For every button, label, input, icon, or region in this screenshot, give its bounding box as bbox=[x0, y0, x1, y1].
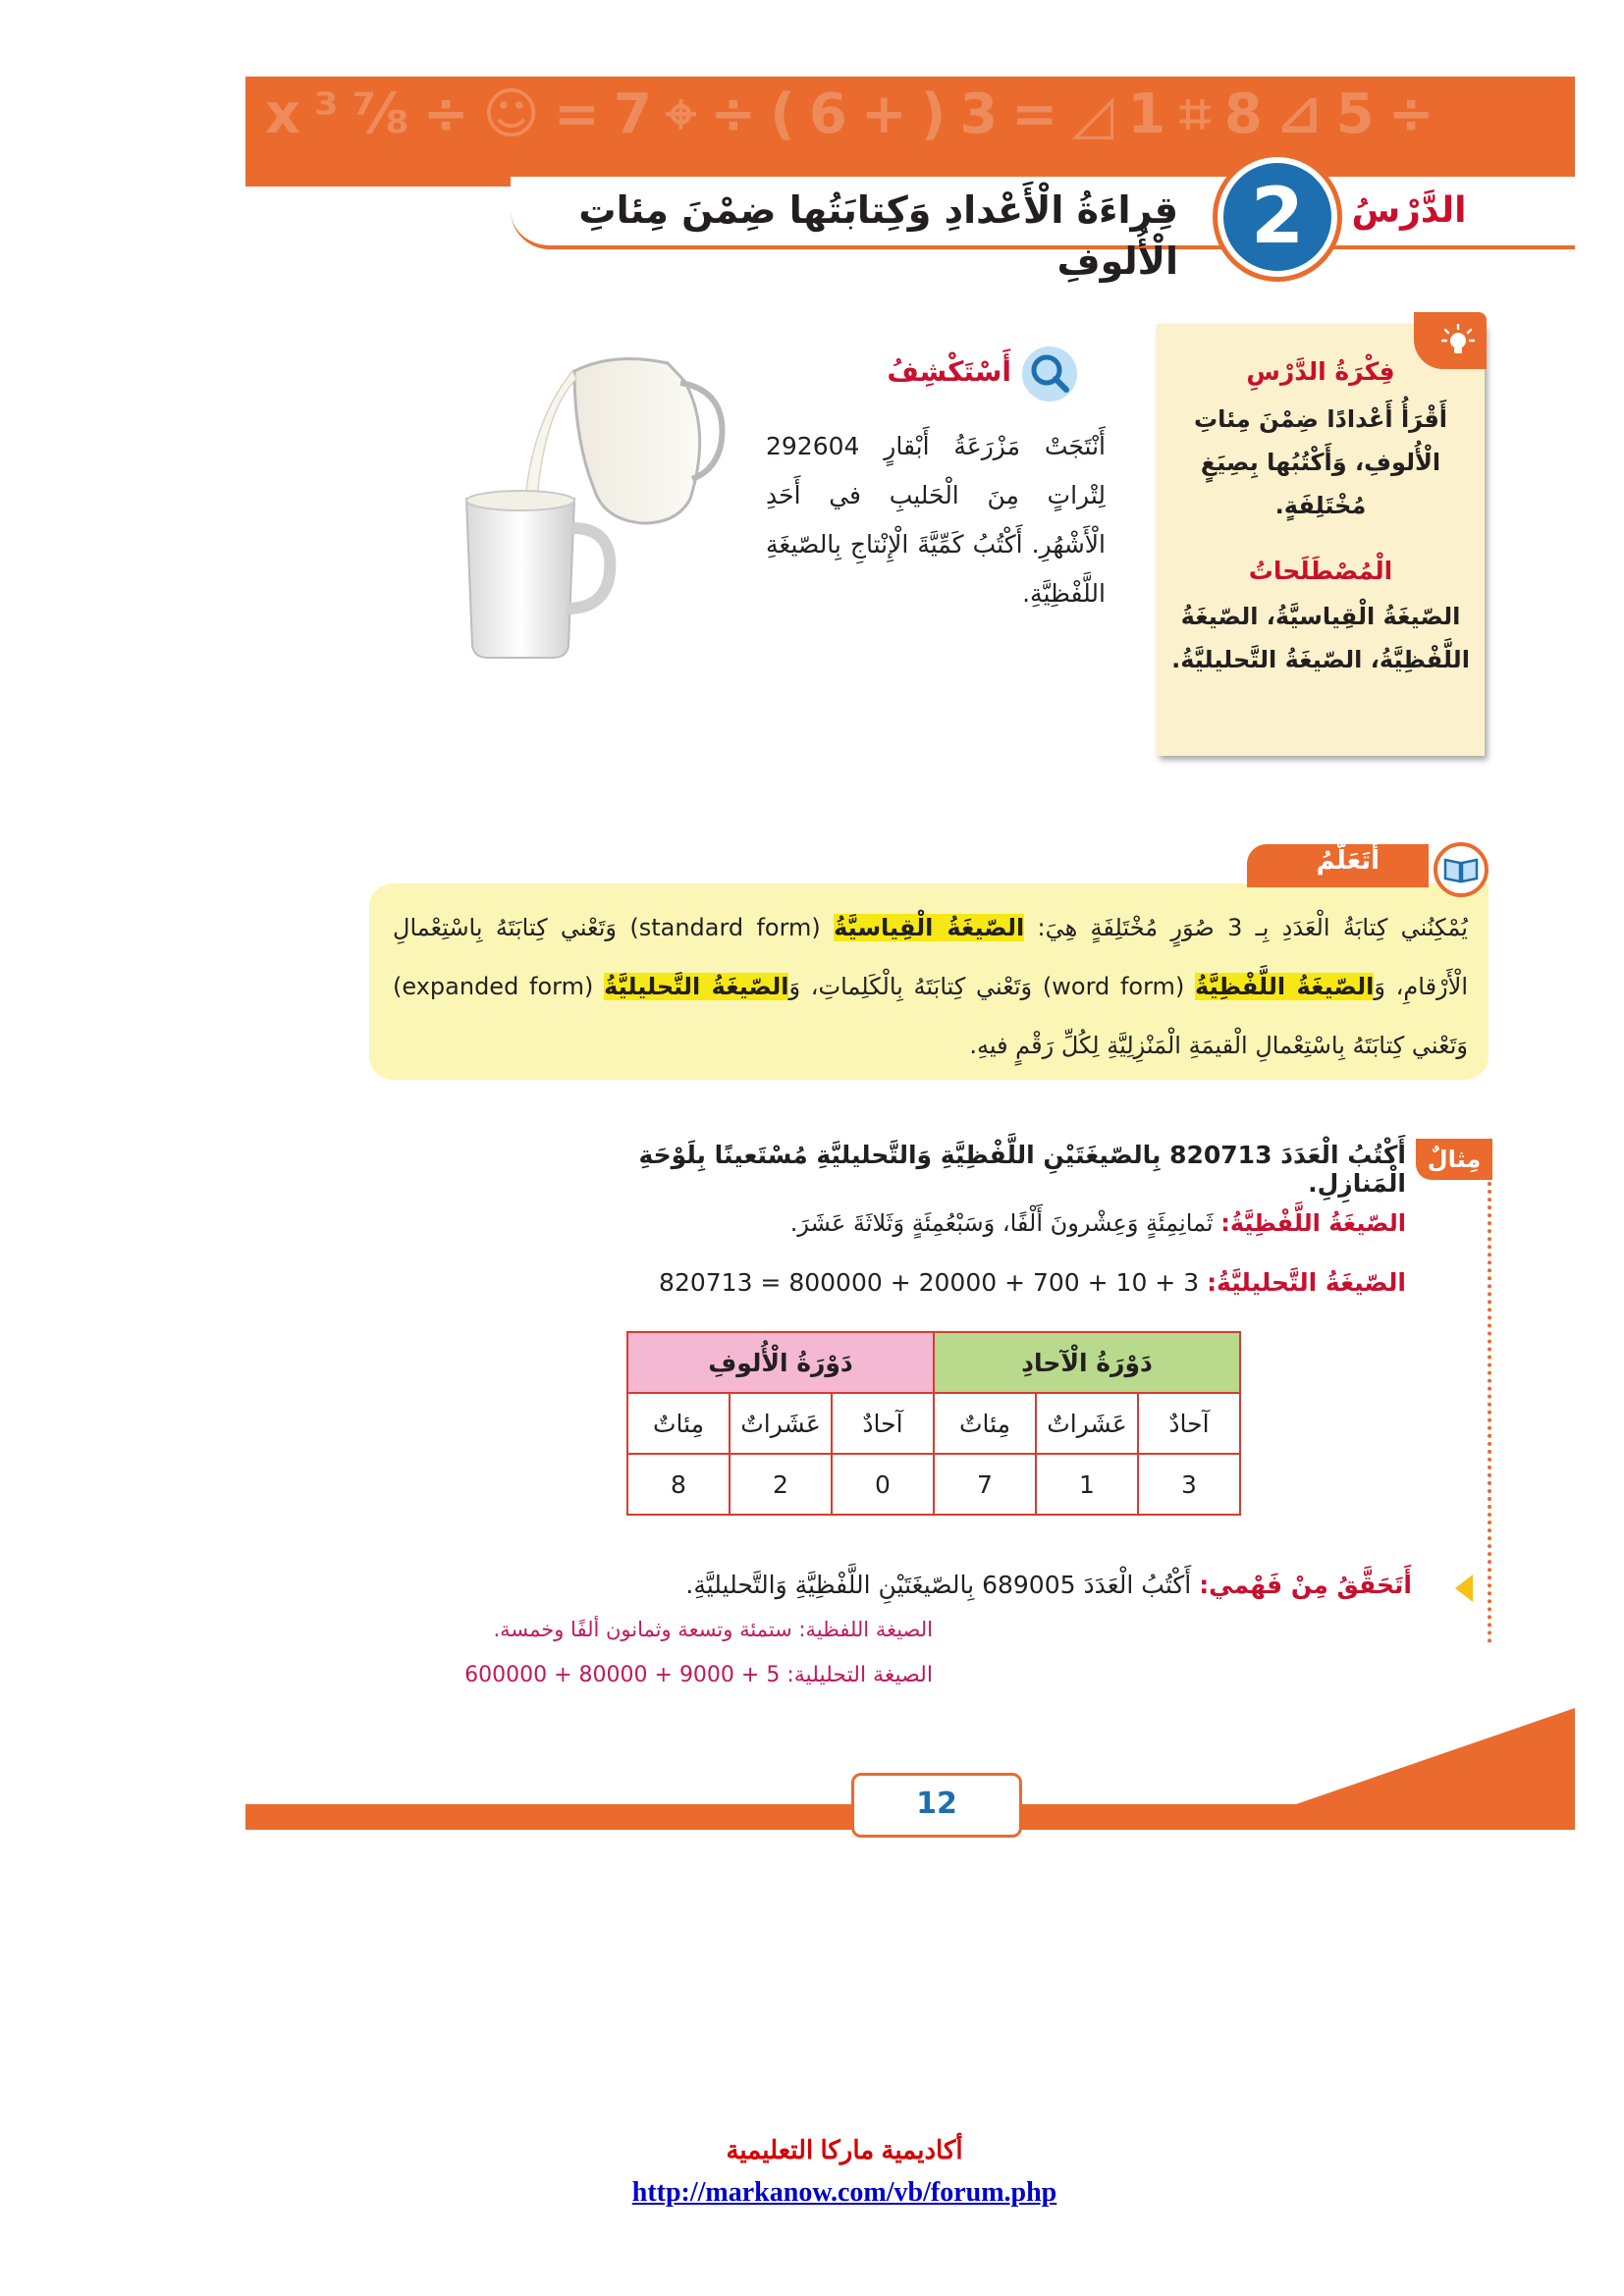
magnifier-icon bbox=[1021, 346, 1078, 402]
answer-expanded-form: الصيغة التحليلية: 5 + 9000 + 80000 + 600000 bbox=[464, 1663, 933, 1687]
terms-title: الْمُصْطَلَحاتُ bbox=[1248, 557, 1393, 585]
header-band bbox=[245, 77, 1575, 187]
learn-text-part: (word form) وَتَعْني كِتابَتَهُ بِالْكَلِماتِ، وَ bbox=[788, 973, 1196, 1000]
pitcher-illustration bbox=[427, 351, 731, 666]
bulb-icon bbox=[1441, 324, 1475, 357]
digit-cell: 8 bbox=[627, 1454, 730, 1515]
digit-cell: 3 bbox=[1138, 1454, 1240, 1515]
expanded-form-value: 3 + 10 + 700 + 20000 + 800000 = 820713 bbox=[659, 1268, 1208, 1297]
idea-text: أَقْرَأُ أَعْدادًا ضِمْنَ مِئاتِ الْأُلوفِ، وَأَكْتُبُها بِصِيَغٍ مُخْتَلِفَةٍ. bbox=[1193, 405, 1448, 519]
learn-text bbox=[393, 898, 1468, 1075]
learn-text-part: (standard form) وَتَعْني كِتابَتَهُ بِاسْتِعْمالِ الْأَرْقامِ، وَ bbox=[393, 914, 1469, 1000]
word-form-line bbox=[609, 1209, 1406, 1237]
page-number: 12 bbox=[851, 1773, 1022, 1838]
explore-text: أَنْتَجَتْ مَزْرَعَةُ أَبْقارٍ 292604 لِتْراتٍ مِنَ الْحَليبِ في أَحَدِ الْأَشْهُرِ. أَكْتُبُ كَمِّيَّةَ الْإِنْتاجِ بِالصّيغَةِ اللَّفْظِيَّةِ. bbox=[766, 432, 1106, 608]
learn-text-part: يُمْكِنُني كِتابَةُ الْعَدَدِ بِـ 3 صُوَرٍ مُخْتَلِفَةٍ هِيَ: bbox=[1024, 914, 1468, 941]
digit-cell: 1 bbox=[1036, 1454, 1138, 1515]
academy-name: أكاديمية ماركا التعليمية bbox=[726, 2135, 963, 2164]
example-question: أَكْتُبُ الْعَدَدَ 820713 بِالصّيغَتَيْنِ اللَّفْظِيَّةِ وَالتَّحليليَّةِ مُسْتَعينًا بِلَوْحَةِ الْمَنازِلِ. bbox=[638, 1141, 1406, 1198]
footer-wedge bbox=[1296, 1708, 1575, 1804]
term-standard-form: الصّيغَةُ الْقِياسيَّةُ bbox=[834, 914, 1025, 941]
learn-text-part: (expanded form) وَتَعْني كِتابَتَهُ بِاسْتِعْمالِ الْقيمَةِ الْمَنْزِلِيَّةِ لِكُلِّ رَقْمٍ فيهِ. bbox=[393, 973, 1468, 1059]
word-form-label: الصّيغَةُ اللَّفْظِيَّةُ: bbox=[1220, 1209, 1406, 1237]
learn-title: أَتَعَلَّمُ bbox=[1316, 846, 1380, 876]
word-form-value: ثَمانِمِئَةٍ وَعِشْرونَ أَلْفًا، وَسَبْعُمِئَةٍ وَثَلاثَةَ عَشَرَ. bbox=[789, 1209, 1221, 1237]
expanded-form-line bbox=[609, 1268, 1406, 1297]
ones-period-header: دَوْرَةُ الْآحادِ bbox=[934, 1332, 1240, 1393]
column-header: مِئاتٌ bbox=[627, 1393, 730, 1454]
column-header: مِئاتٌ bbox=[934, 1393, 1036, 1454]
column-header: آحادٌ bbox=[832, 1393, 934, 1454]
example-bracket bbox=[1488, 1174, 1491, 1643]
lesson-idea-box bbox=[1157, 324, 1485, 756]
digit-cell: 0 bbox=[832, 1454, 934, 1515]
book-icon bbox=[1434, 842, 1489, 897]
lesson-number-badge: 2 bbox=[1218, 157, 1337, 277]
check-label: أَتَحَقَّقُ مِنْ فَهْمي: bbox=[1199, 1571, 1412, 1599]
column-header: آحادٌ bbox=[1138, 1393, 1240, 1454]
digit-cell: 7 bbox=[934, 1454, 1036, 1515]
digit-cell: 2 bbox=[730, 1454, 832, 1515]
check-understanding bbox=[422, 1571, 1412, 1599]
explore-title: أَسْتَكْشِفُ bbox=[887, 355, 1011, 388]
check-question: أَكْتُبُ الْعَدَدَ 689005 بِالصّيغَتَيْنِ اللَّفْظِيَّةِ وَالتَّحليليَّةِ. bbox=[685, 1571, 1200, 1599]
terms-text: الصّيغَةُ الْقِياسيَّةُ، الصّيغَةُ اللَّفْظِيَّةُ، الصّيغَةُ التَّحليليَّةُ. bbox=[1171, 603, 1470, 673]
column-header: عَشَراتٌ bbox=[730, 1393, 832, 1454]
term-expanded-form: الصّيغَةُ التَّحليليَّةُ bbox=[604, 973, 789, 1000]
lesson-label: الدَّرْسُ bbox=[1351, 190, 1467, 231]
answer-word-form: الصيغة اللفظية: ستمئة وتسعة وثمانون ألفًا وخمسة. bbox=[493, 1618, 933, 1641]
column-header: عَشَراتٌ bbox=[1036, 1393, 1138, 1454]
idea-title: فِكْرَةُ الدَّرْسِ bbox=[1246, 357, 1395, 386]
place-value-table bbox=[626, 1331, 1241, 1516]
check-arrow-icon bbox=[1455, 1575, 1473, 1602]
forum-link[interactable]: http://markanow.com/vb/forum.php bbox=[631, 2177, 1057, 2208]
expanded-form-label: الصّيغَةُ التَّحليليَّةُ: bbox=[1207, 1268, 1406, 1297]
example-tag: مِثالٌ 1 bbox=[1416, 1139, 1492, 1180]
thousands-period-header: دَوْرَةُ الْأُلوفِ bbox=[627, 1332, 934, 1393]
term-word-form: الصّيغَةُ اللَّفْظِيَّةُ bbox=[1195, 973, 1375, 1000]
lesson-title: قِراءَةُ الْأَعْدادِ وَكِتابَتُها ضِمْنَ مِئاتِ الْأُلوفِ bbox=[578, 188, 1178, 283]
math-doodles: x³⅞÷☺=7⌖÷(6+)3=◿1⌗8⊿5÷ bbox=[265, 82, 1448, 146]
